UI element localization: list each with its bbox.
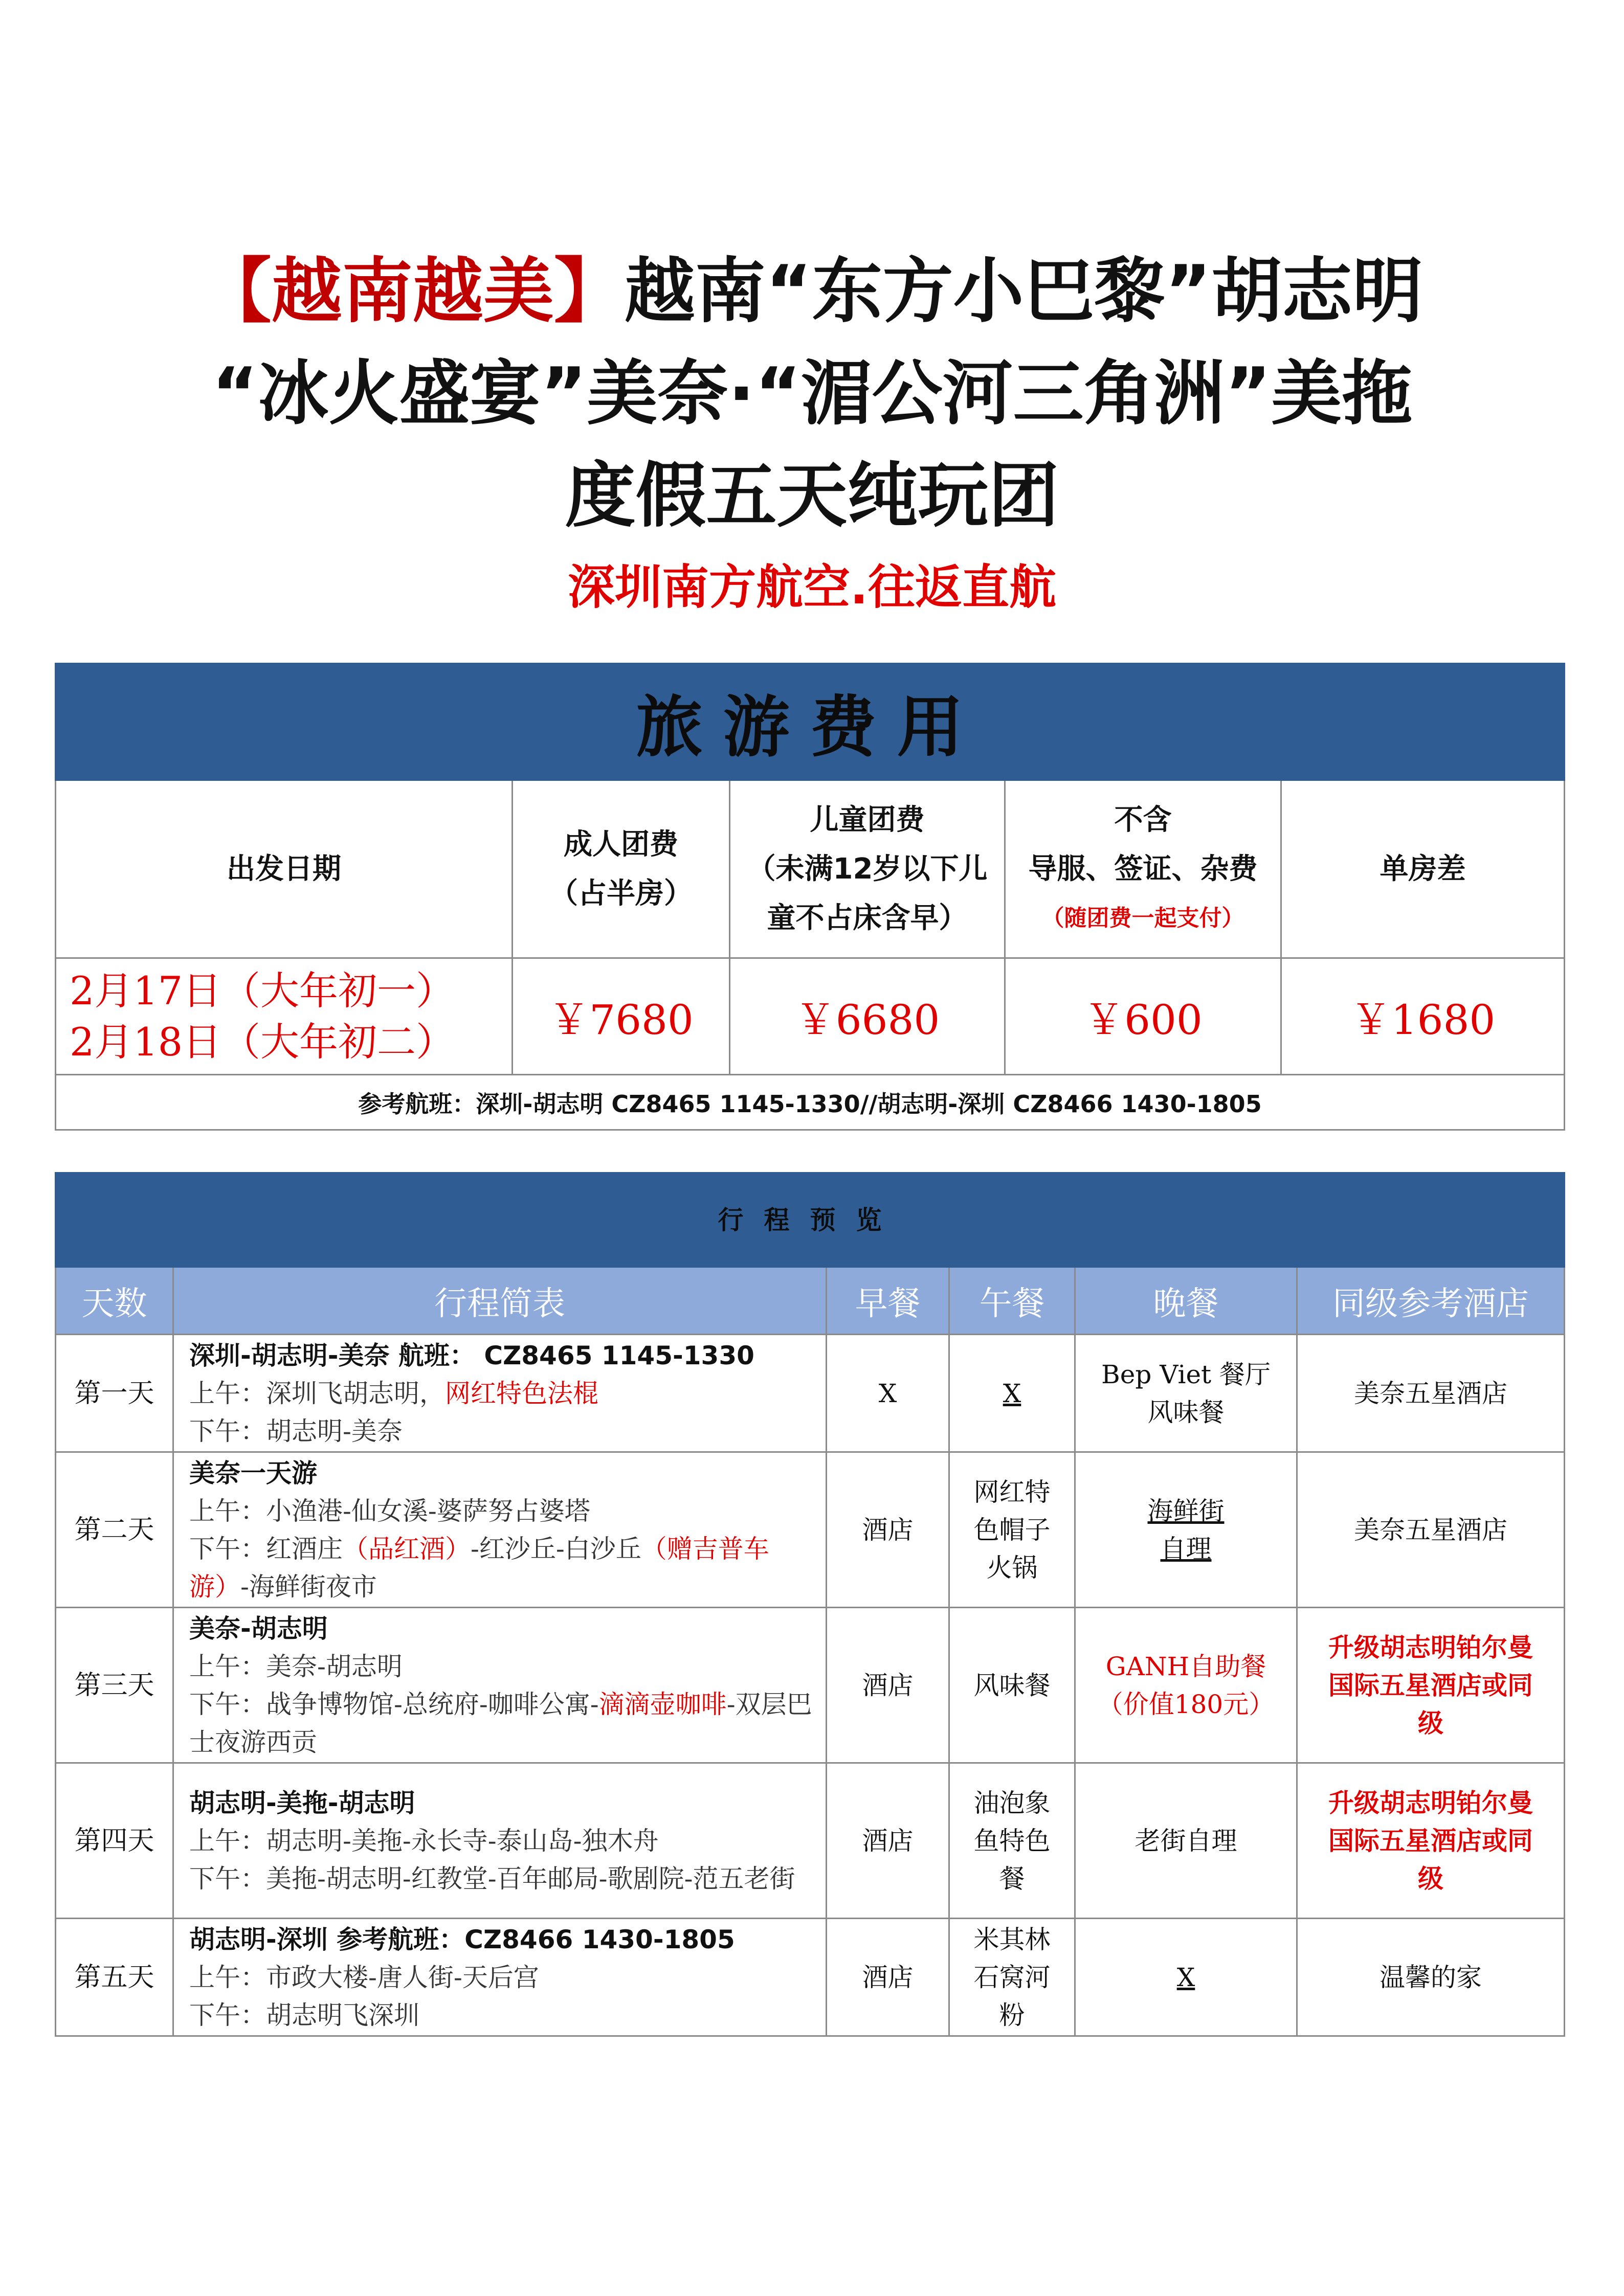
hotel-line2: 国际五星酒店或同 bbox=[1328, 1825, 1533, 1856]
header-child-line2: （未满12岁以下儿 bbox=[747, 852, 988, 886]
table-row bbox=[56, 1608, 1565, 1763]
col-header-hotel: 同级参考酒店 bbox=[1297, 1267, 1565, 1335]
lunch-line2: 鱼特色 bbox=[973, 1826, 1051, 1856]
day-pm-text: 下午：战争博物馆-总统府-咖啡公寓- bbox=[189, 1689, 599, 1719]
breakfast-cell: 酒店 bbox=[827, 1919, 949, 2036]
dinner-cell bbox=[1075, 1608, 1297, 1763]
departure-date-1: 2月17日（大年初一） bbox=[70, 967, 455, 1014]
breakfast-cell: 酒店 bbox=[827, 1452, 949, 1608]
lunch-line3: 粉 bbox=[999, 2000, 1025, 2030]
dinner-line1: 海鲜街 bbox=[1147, 1496, 1225, 1526]
dinner-line2: 自理 bbox=[1160, 1534, 1212, 1564]
departure-date-2: 2月18日（大年初二） bbox=[70, 1019, 455, 1065]
day-pm-text: -红沙丘-白沙丘 bbox=[471, 1534, 641, 1564]
day-title: 美奈-胡志明 bbox=[189, 1613, 328, 1644]
col-header-summary: 行程简表 bbox=[173, 1267, 827, 1335]
day-detail bbox=[173, 1919, 827, 2036]
subtitle: 深圳南方航空.往返直航 bbox=[568, 560, 1056, 615]
dinner-cell bbox=[1075, 1335, 1297, 1452]
table-row bbox=[56, 1919, 1565, 2036]
day-label: 第二天 bbox=[56, 1452, 173, 1608]
lunch-line1: 油泡象 bbox=[973, 1788, 1051, 1818]
day-detail bbox=[173, 1608, 827, 1763]
header-adult bbox=[513, 780, 730, 958]
day-detail bbox=[173, 1763, 827, 1919]
lunch-cell: 风味餐 bbox=[949, 1608, 1075, 1763]
breakfast-cell: 酒店 bbox=[827, 1608, 949, 1763]
lunch-line3: 火锅 bbox=[986, 1552, 1038, 1583]
header-single-room: 单房差 bbox=[1281, 780, 1565, 958]
day-am-text: 上午：深圳飞胡志明， bbox=[189, 1378, 445, 1408]
header-adult-line1: 成人团费 bbox=[564, 827, 678, 861]
day-pm-text: 下午：红酒庄 bbox=[189, 1534, 343, 1564]
price-table bbox=[55, 663, 1565, 1131]
lunch-cell bbox=[949, 1919, 1075, 2036]
header-adult-line2: （占半房） bbox=[549, 876, 693, 910]
col-header-dinner: 晚餐 bbox=[1075, 1267, 1297, 1335]
brand-tag: 【越南越美】 bbox=[201, 250, 625, 332]
hotel-line1: 升级胡志明铂尔曼 bbox=[1328, 1787, 1533, 1818]
day-title: 胡志明-深圳 参考航班：CZ8466 1430-1805 bbox=[189, 1924, 735, 1954]
dinner-cell bbox=[1075, 1452, 1297, 1608]
lunch-line3: 餐 bbox=[999, 1863, 1025, 1894]
departure-dates bbox=[56, 958, 513, 1075]
lunch-line1: 网红特 bbox=[973, 1477, 1051, 1507]
lunch-line1: 米其林 bbox=[973, 1924, 1051, 1954]
day-title: 美奈一天游 bbox=[189, 1458, 317, 1488]
col-header-breakfast: 早餐 bbox=[827, 1267, 949, 1335]
day-label: 第四天 bbox=[56, 1763, 173, 1919]
dinner-cell: X bbox=[1075, 1919, 1297, 2036]
header-child bbox=[730, 780, 1005, 958]
table-row bbox=[56, 1452, 1565, 1608]
lunch-line2: 石窝河 bbox=[973, 1962, 1051, 1992]
dinner-cell: 老街自理 bbox=[1075, 1763, 1297, 1919]
day-label: 第一天 bbox=[56, 1335, 173, 1452]
day-pm bbox=[189, 1685, 815, 1761]
day-pm-text: -海鲜街夜市 bbox=[240, 1571, 377, 1602]
child-price: ￥6680 bbox=[730, 958, 1005, 1075]
day-pm: 下午：美拖-胡志明-红教堂-百年邮局-歌剧院-范五老街 bbox=[189, 1863, 795, 1894]
itinerary-table bbox=[55, 1172, 1565, 2037]
col-header-lunch: 午餐 bbox=[949, 1267, 1075, 1335]
col-header-day: 天数 bbox=[56, 1267, 173, 1335]
hotel-line1: 升级胡志明铂尔曼 bbox=[1328, 1632, 1533, 1662]
hotel-cell bbox=[1297, 1608, 1565, 1763]
flight-note: 参考航班：深圳-胡志明 CZ8465 1145-1330//胡志明-深圳 CZ8466 1430-1805 bbox=[56, 1075, 1565, 1130]
day-am: 上午：胡志明-美拖-永长寺-泰山岛-独木舟 bbox=[189, 1826, 659, 1856]
day-am: 上午：小渔港-仙女溪-婆萨努占婆塔 bbox=[189, 1496, 590, 1526]
day-am: 上午：美奈-胡志明 bbox=[189, 1651, 403, 1681]
table-row bbox=[56, 1763, 1565, 1919]
header-excluded bbox=[1005, 780, 1281, 958]
day-label: 第三天 bbox=[56, 1608, 173, 1763]
hotel-line3: 级 bbox=[1418, 1707, 1444, 1738]
dinner-line2: （价值180元） bbox=[1097, 1689, 1275, 1719]
lunch-cell bbox=[949, 1452, 1075, 1608]
price-banner: 旅游费用 bbox=[56, 664, 1565, 780]
title-line-1 bbox=[0, 240, 1624, 343]
excluded-price: ￥600 bbox=[1005, 958, 1281, 1075]
hotel-cell: 美奈五星酒店 bbox=[1297, 1452, 1565, 1608]
adult-price: ￥7680 bbox=[513, 958, 730, 1075]
lunch-cell: X bbox=[949, 1335, 1075, 1452]
header-date: 出发日期 bbox=[56, 780, 513, 958]
day-pm: 下午：胡志明-美奈 bbox=[189, 1416, 403, 1446]
day-pm-highlight: 滴滴壶咖啡 bbox=[598, 1689, 727, 1719]
title-block bbox=[0, 240, 1624, 621]
day-pm: 下午：胡志明飞深圳 bbox=[189, 2000, 419, 2030]
hotel-cell: 美奈五星酒店 bbox=[1297, 1335, 1565, 1452]
title-line-1-text: 越南“东方小巴黎”胡志明 bbox=[624, 250, 1423, 332]
lunch-line2: 色帽子 bbox=[973, 1515, 1051, 1545]
lunch-cell bbox=[949, 1763, 1075, 1919]
breakfast-cell: X bbox=[827, 1335, 949, 1452]
dinner-line1: GANH自助餐 bbox=[1105, 1651, 1266, 1681]
breakfast-cell: 酒店 bbox=[827, 1763, 949, 1919]
hotel-line2: 国际五星酒店或同 bbox=[1328, 1670, 1533, 1700]
header-excluded-note: （随团费一起支付） bbox=[1041, 905, 1244, 931]
day-pm-highlight: （赠吉普车游） bbox=[189, 1534, 769, 1602]
table-row bbox=[56, 1335, 1565, 1452]
header-child-line3: 童不占床含早） bbox=[767, 901, 968, 935]
day-pm-highlight: （品红酒） bbox=[343, 1534, 471, 1564]
day-am-highlight: 网红特色法棍 bbox=[445, 1378, 598, 1408]
header-excluded-line2: 导服、签证、杂费 bbox=[1028, 852, 1258, 886]
title-line-3: 度假五天纯玩团 bbox=[565, 455, 1059, 537]
hotel-cell: 温馨的家 bbox=[1297, 1919, 1565, 2036]
single-room-price: ￥1680 bbox=[1281, 958, 1565, 1075]
itinerary-banner: 行程预览 bbox=[56, 1173, 1565, 1267]
day-label: 第五天 bbox=[56, 1919, 173, 2036]
day-detail bbox=[173, 1452, 827, 1608]
hotel-line3: 级 bbox=[1418, 1863, 1444, 1894]
hotel-cell bbox=[1297, 1763, 1565, 1919]
title-line-2: “冰火盛宴”美奈·“湄公河三角洲”美拖 bbox=[211, 352, 1413, 435]
day-pm-text: -双层巴士夜游西贡 bbox=[189, 1689, 812, 1757]
header-excluded-line1: 不含 bbox=[1114, 803, 1172, 837]
day-detail bbox=[173, 1335, 827, 1452]
day-title: 深圳-胡志明-美奈 航班： CZ8465 1145-1330 bbox=[189, 1340, 754, 1370]
dinner-line2: 风味餐 bbox=[1147, 1397, 1225, 1427]
day-title: 胡志明-美拖-胡志明 bbox=[189, 1788, 415, 1818]
dinner-line1: Bep Viet 餐厅 bbox=[1101, 1359, 1271, 1389]
day-am bbox=[189, 1375, 815, 1412]
day-am: 上午：市政大楼-唐人街-天后宫 bbox=[189, 1962, 539, 1992]
header-child-line1: 儿童团费 bbox=[810, 803, 925, 837]
day-pm bbox=[189, 1530, 815, 1606]
